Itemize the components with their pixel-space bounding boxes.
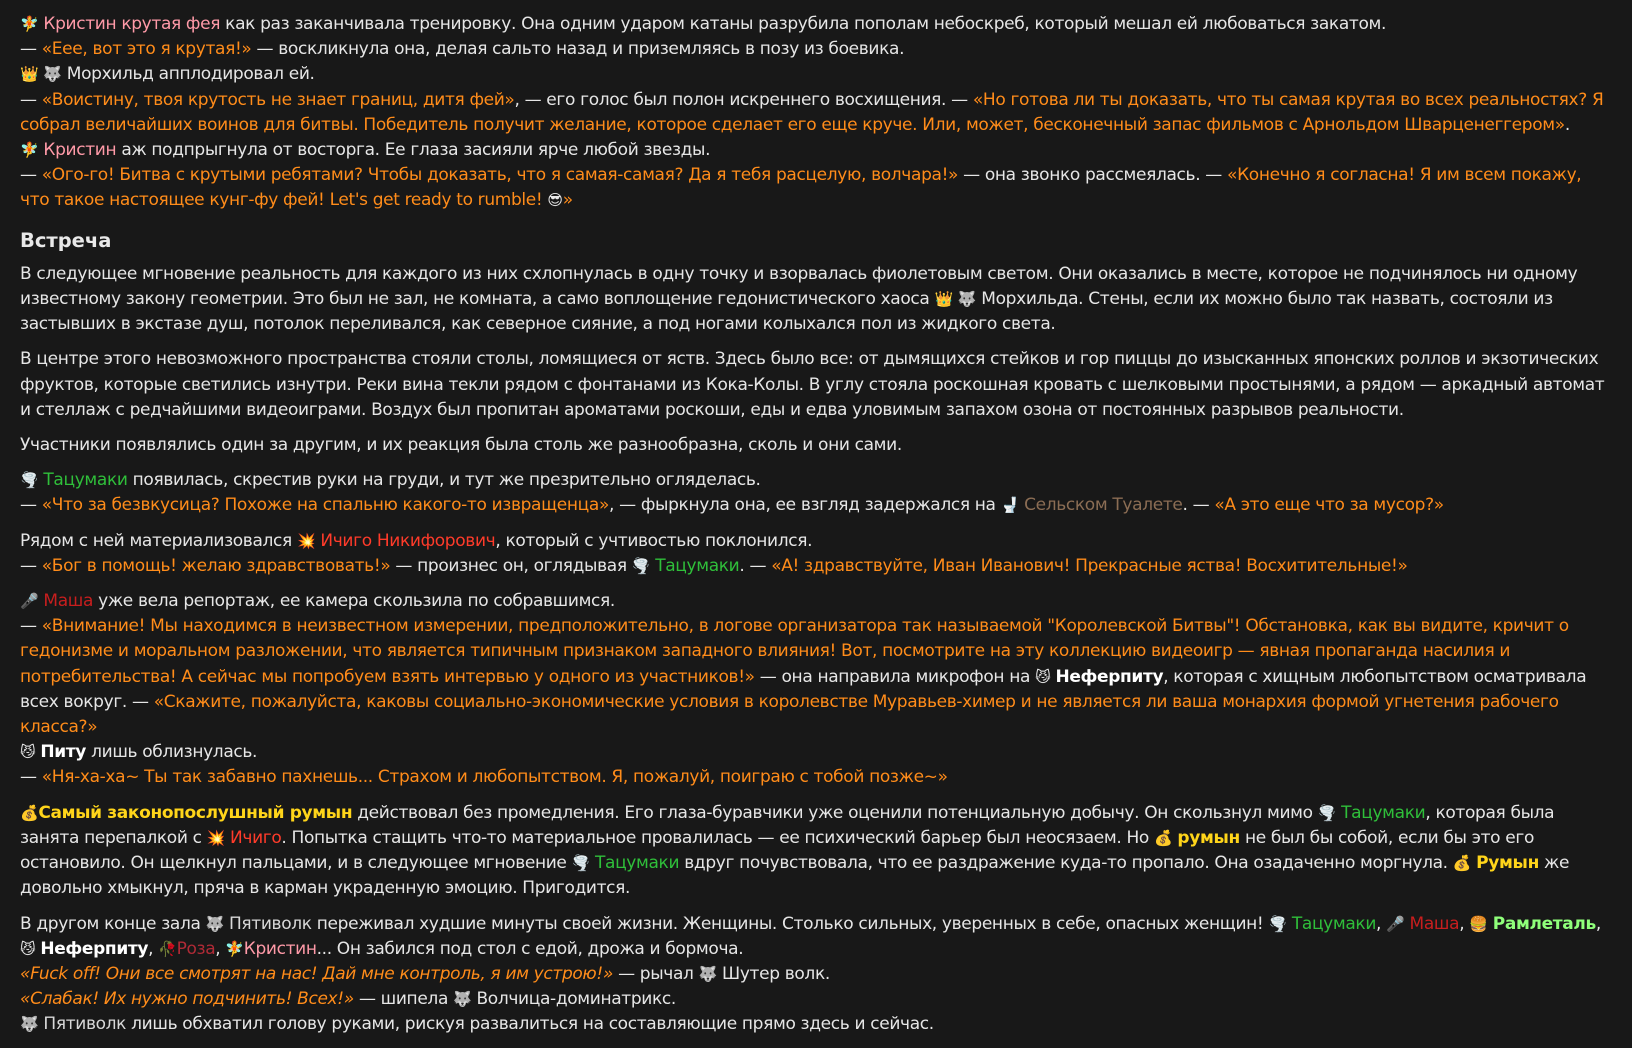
section-heading: Встреча [20,228,112,252]
money-bag-icon: 💰 [1154,828,1173,847]
separator: , [215,938,226,959]
money-bag-icon: 💰 [1452,854,1472,873]
character-name-pyativolk: Пятиволк [43,1014,127,1035]
paragraph-arena [20,262,1612,338]
character-name-kristin: Кристин [243,938,317,959]
wolf-icon: 🐺 [205,914,224,933]
fairy-icon: 🧚 [225,939,244,958]
speech-text: «Воистину, твоя крутость не знает границ, дитя фей» [41,89,515,110]
wolf-icon: 🐺 [43,65,62,84]
character-name-ramletal: Рамлеталь [1492,913,1596,934]
narration-text: . [1564,114,1570,135]
character-name-morhild: Морхильд [66,64,154,85]
fairy-icon: 🧚 [20,141,39,160]
paragraph-masha [20,589,1612,791]
separator: , [1459,913,1470,934]
paragraph-arrivals: Участники появлялись один за другим, и их реакция была столь же разнообразна, сколь и они сами. [20,435,902,456]
narration-text: лишь обхватил голову руками, рискуя развалиться на составляющие прямо здесь и сейчас. [126,1014,934,1035]
narration-text: , которая с хищным любопытством осматривала всех вокруг. — [20,666,1587,712]
narration-text: вдруг почувствовала, что ее раздражение куда-то пропало. Она озадаченно моргнула. [679,853,1453,874]
speech-text: «Внимание! Мы находимся в неизвестном измерении, предположительно, в логове организатора так называемой "Королевской Битвы"! Обстановка, как вы видите, кричит о гедонизме и моральном разложении, что является типичным признаком западного влияния! Вот, посмотрите на эту коллекцию видеоигр — явная пропаганда насилия и потребительства! А сейчас мы попробуем взять интервью у одного из участников!» [20,616,1569,687]
character-name-pitou: Питу [40,742,87,763]
character-name-tatsumaki: Тацумаки [655,555,740,576]
character-name-shooter-wolf: Шутер волк [722,963,825,984]
character-name-morhild: Морхильда [981,289,1079,310]
toilet-icon: 🚽 [1000,496,1020,515]
narration-text: . Попытка стащить что-то материальное провалилась — ее психический барьер был неосязаем. Но [281,827,1155,848]
cat-icon: 😼 [1035,667,1051,686]
narration-text: как раз заканчивала тренировку. Она одним ударом катаны разрубила пополам небоскреб, который мешал ей любоваться закатом. [220,14,1387,34]
character-name-neferpitou: Неферпиту [1055,666,1164,687]
wolf-icon: 🐺 [453,990,472,1009]
character-name-rumyn: румын [1177,827,1240,848]
narration-text: . — [739,555,772,576]
narration-text: — рычал [613,963,699,984]
narration-text: же довольно хмыкнул, пряча в карман украденную эмоцию. Пригодится. [20,853,1570,899]
character-name-tatsumaki: Тацумаки [43,470,128,491]
dash: — [20,495,42,516]
story-content [20,12,1612,1048]
speech-text: «Но готова ли ты доказать, что ты самая крутая во всех реальностях? Я собрал величайших воинов для битвы. Победитель получит желание, которое сделает его еще круче. Или, может, бесконечный запас фильмов с Арнольдом Шварценеггером» [20,89,1604,135]
speech-text: «А! здравствуйте, Иван Иванович! Прекрасные яства! Восхитительные!» [771,555,1408,576]
separator: , [1376,913,1387,934]
speech-text: » [562,190,573,211]
tornado-icon: 🌪️ [571,854,590,873]
narration-text: — она звонко рассмеялась. — [958,165,1228,186]
separator: , [148,938,159,959]
narration-text: действовал без промедления. Его глаза-буравчики уже оценили потенциальную добычу. Он скользнул мимо [352,802,1318,823]
character-name-masha: Маша [43,591,94,612]
narration-text: , которая была занята перепалкой с [20,802,1555,848]
crown-icon: 👑 [20,65,39,84]
cat-icon: 😼 [20,939,36,958]
dash: — [20,767,42,788]
speech-text: «Конечно я согласна! Я им всем покажу, что такое настоящее кунг-фу фей! Let's get ready to rumble! [20,165,1582,211]
narration-text: В следующее мгновение реальность для каждого из них схлопнулась в одну точку и взорвалась фиолетовым светом. Они оказались в месте, которое не подчинялось ни одному известному закону геометрии. Это был не зал, не комната, а само воплощение гедонистического хаоса [20,263,1578,310]
narration-text: — произнес он, оглядывая [390,555,632,576]
narration-text: В другом конце зала [20,913,206,934]
tornado-icon: 🌪️ [1317,803,1337,822]
wolf-icon: 🐺 [698,964,717,983]
crown-icon: 👑 [934,290,953,309]
money-bag-icon: 💰 [20,803,39,822]
speech-text: «Fuck off! Они все смотрят на нас! Дай мне контроль, я им устрою!» [20,963,614,984]
narration-text: переживал худшие минуты своей жизни. Женщины. Столько сильных, уверенных в себе, опасных женщин! [311,913,1269,934]
speech-text: «Скажите, пожалуйста, каковы социально-экономические условия в королевстве Муравьев-химер и не является ли ваша монархия формой угнетения рабочего класса?» [20,691,1559,738]
character-name-wolfess: Волчица-доминатрикс [476,989,671,1010]
burger-icon: 🍔 [1469,914,1488,933]
narration-text: . [824,963,830,984]
character-name-pyativolk: Пятиволк [229,913,312,934]
character-name-roza: Роза [176,938,216,959]
speech-text: «Ого-го! Битва с крутыми ребятами? Чтобы доказать, что я самая-самая? Да я тебя расцелую, волчара!» [41,165,959,186]
narration-text: , который с учтивостью поклонился. [495,530,813,551]
tornado-icon: 🌪️ [20,471,39,490]
wilted-rose-icon: 🥀 [158,939,177,958]
narration-text: уже вела репортаж, ее камера скользила по собравшимся. [93,591,615,612]
character-name-ichigo: Ичиго Никифорович [320,530,496,551]
narration-text: — шипела [353,989,454,1010]
character-name-masha: Маша [1409,913,1460,934]
narration-text: . Стены, если их можно было так назвать, состояли из застывших в экстазе душ, потолок переливался, как северное сияние, а под ногами колыхался пол из жидкого света. [20,289,1553,335]
narration-text: . [670,989,676,1010]
separator: , [1595,913,1601,934]
narration-text: — она направила микрофон на [754,666,1036,687]
microphone-icon: 🎤 [20,592,39,611]
dash: — [20,555,42,576]
narration-text: — воскликнула она, делая сальто назад и приземляясь в позу из боевика. [251,39,905,60]
wolf-icon: 🐺 [20,1015,39,1034]
paragraph-intro [20,12,1612,214]
narration-text: не был бы собой, если бы это его остановило. Он щелкнул пальцами, и в следующее мгновение [20,827,1534,874]
cat-icon: 😼 [20,743,36,762]
wolf-icon: 🐺 [957,290,977,309]
narration-text: появилась, скрестив руки на груди, и тут же презрительно огляделась. [127,470,761,491]
microphone-icon: 🎤 [1386,914,1405,933]
narration-text: ... Он забился под стол с едой, дрожа и бормоча. [316,938,744,959]
character-name-tatsumaki: Тацумаки [594,853,680,874]
cool-face-icon: 😎 [547,191,563,210]
character-name-kristin: Кристин [43,140,117,161]
paragraph-tatsumaki [20,468,1612,518]
dash: — [20,39,42,60]
speech-text: «Слабак! Их нужно подчинить! Всех!» [20,989,354,1010]
narration-text: , — его голос был полон искреннего восхищения. — [514,89,973,110]
speech-text: «А это еще что за мусор?» [1214,495,1444,516]
dash: — [20,89,42,110]
speech-text: «Еее, вот это я крутая!» [41,39,252,60]
narration-text: лишь облизнулась. [86,742,258,763]
tornado-icon: 🌪️ [1268,914,1287,933]
explosion-icon: 💥 [296,531,316,550]
paragraph-pyativolk [20,912,1612,1038]
character-name-rumyn: Румын [1476,853,1539,874]
character-name-toilet: Сельском Туалете [1024,495,1183,516]
speech-text: «Бог в помощь! желаю здравствовать!» [41,555,391,576]
speech-text: «Что за безвкусица? Похоже на спальню какого-то извращенца» [41,495,610,516]
narration-text: Рядом с ней материализовался [20,530,297,551]
character-name-tatsumaki: Тацумаки [1341,802,1426,823]
explosion-icon: 💥 [206,828,225,847]
narration-text: , — фыркнула она, ее взгляд задержался на [609,495,1001,516]
character-name-rumyn: Самый законопослушный румын [38,802,353,823]
narration-text: . — [1182,495,1215,516]
paragraph-feast: В центре этого невозможного пространства стояли столы, ломящиеся от яств. Здесь было все: от дымящихся стейков и гор пиццы до изысканных японских роллов и экзотических фруктов, которые светились изнутри. Реки вина текли рядом с фонтанами из Кока-Колы. В углу стояла роскошная кровать с шелковыми простынями, а рядом — аркадный автомат и стеллаж с редчайшими видеоиграми. Воздух был пропитан ароматами роскоши, еды и едва уловимым запахом озона от постоянных разрывов реальности. [20,349,1605,420]
narration-text: аж подпрыгнула от восторга. Ее глаза засияли ярче любой звезды. [116,140,711,161]
character-name-tatsumaki: Тацумаки [1291,913,1377,934]
character-name-neferpitou: Неферпиту [40,938,149,959]
dash: — [20,616,42,637]
paragraph-rumyn [20,801,1612,902]
narration-text: апплодировал ей. [153,64,315,85]
fairy-icon: 🧚 [20,15,39,33]
speech-text: «Ня-ха-ха~ Ты так забавно пахнешь... Страхом и любопытством. Я, пожалуй, поиграю с тобой позже~» [41,767,948,788]
tornado-icon: 🌪️ [631,556,651,575]
character-name-kristin: Кристин крутая фея [43,14,221,34]
dash: — [20,165,42,186]
character-name-ichigo: Ичиго [230,827,282,848]
paragraph-ichigo [20,529,1612,579]
